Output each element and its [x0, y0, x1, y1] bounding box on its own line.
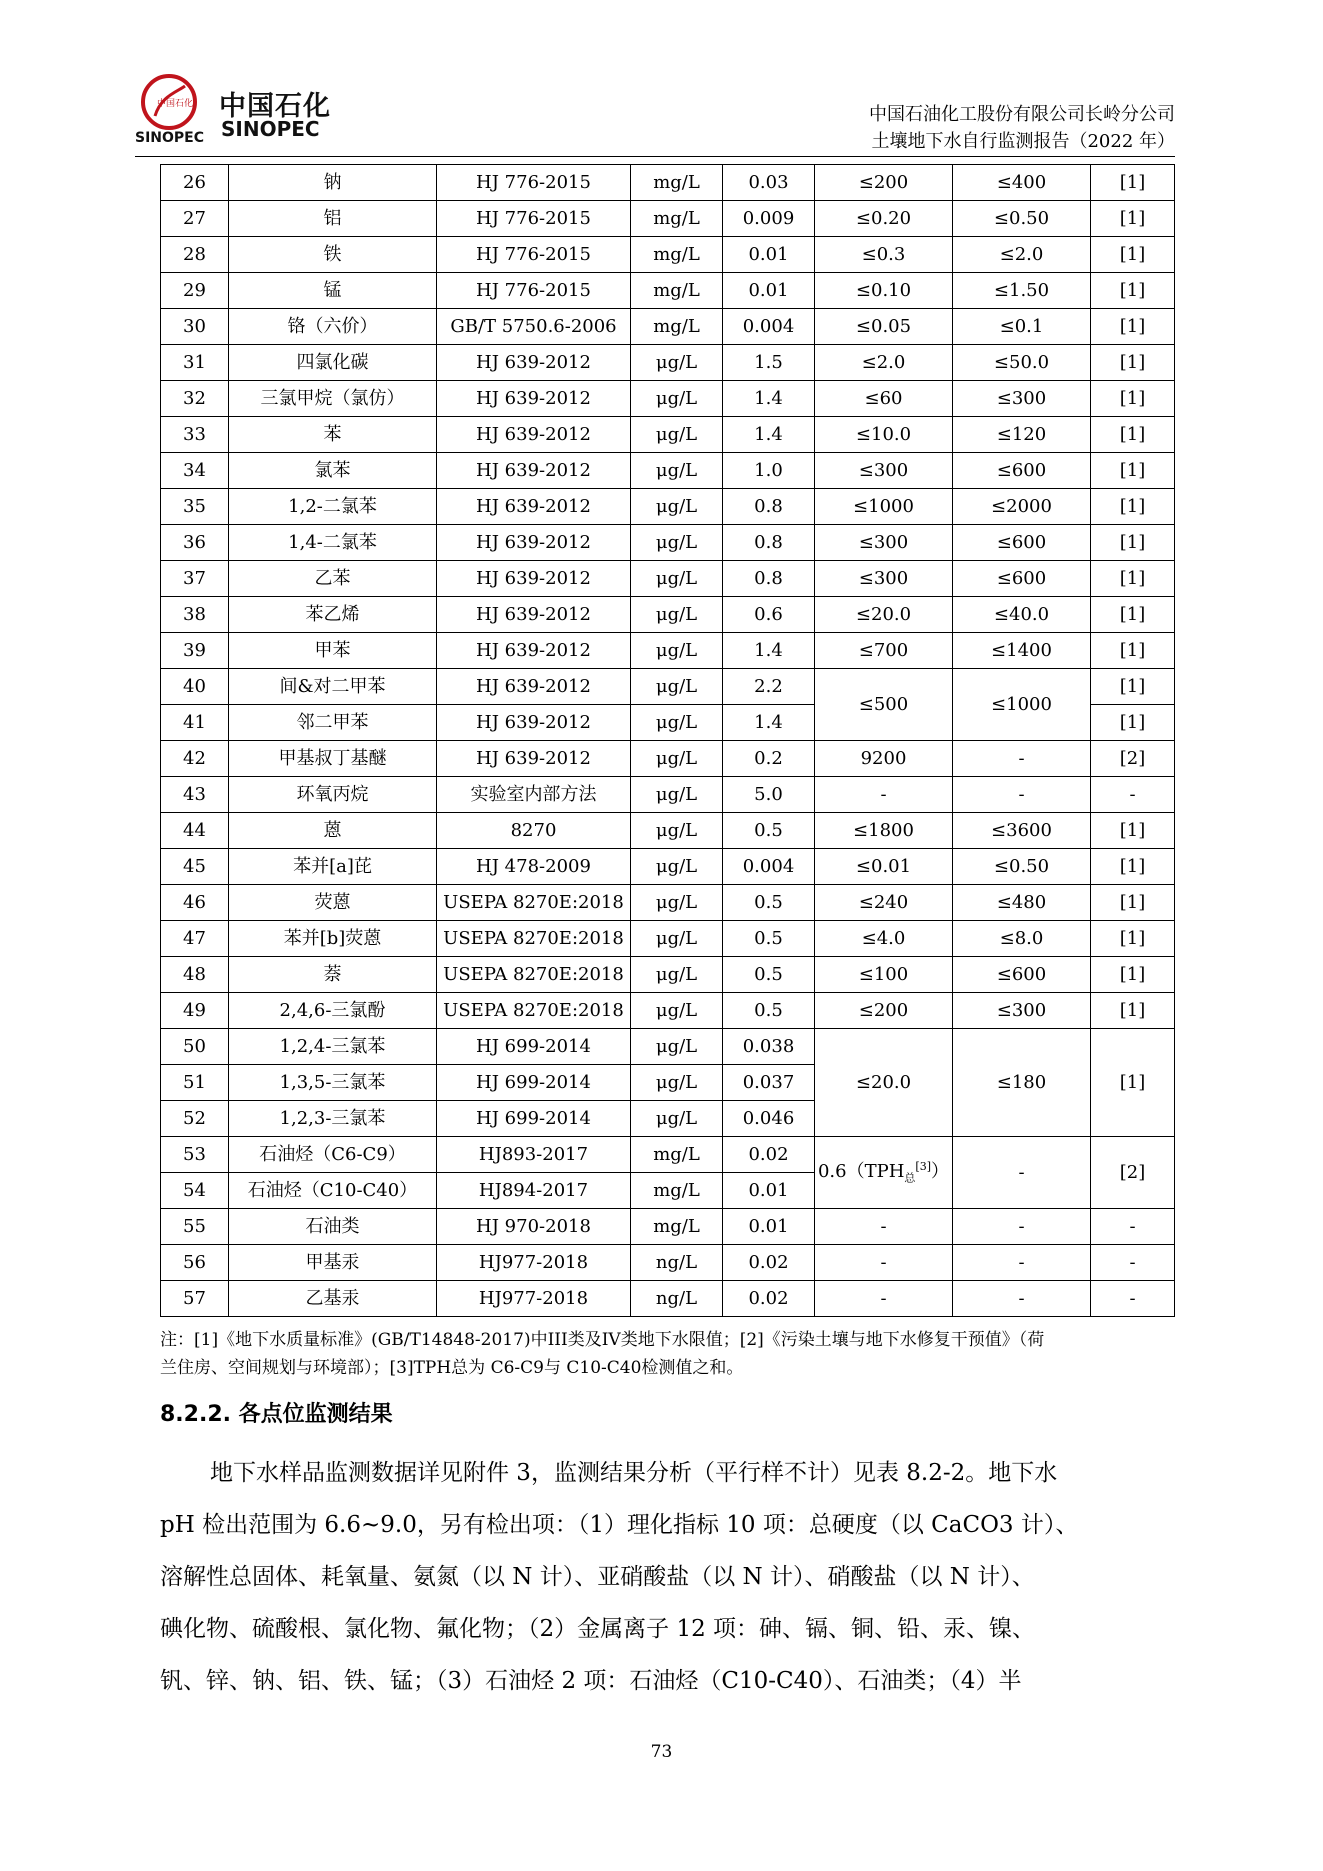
- table-cell: 31: [161, 345, 229, 381]
- table-row: [161, 345, 1175, 381]
- table-cell: μg/L: [631, 1065, 723, 1101]
- table-row: [161, 417, 1175, 453]
- body-paragraph: [160, 1447, 1176, 1707]
- table-cell: 锰: [229, 273, 437, 309]
- table-cell: ≤480: [953, 885, 1091, 921]
- table-row: [161, 273, 1175, 309]
- table-cell: μg/L: [631, 849, 723, 885]
- table-cell: HJ 639-2012: [437, 705, 631, 741]
- table-cell: 蒽: [229, 813, 437, 849]
- table-cell: 2,4,6-三氯酚: [229, 993, 437, 1029]
- table-cell: 38: [161, 597, 229, 633]
- merged-standard-cell: ≤1000: [953, 669, 1091, 741]
- table-cell: HJ 776-2015: [437, 237, 631, 273]
- table-cell: μg/L: [631, 381, 723, 417]
- table-cell: [1]: [1091, 921, 1175, 957]
- table-cell: -: [953, 1209, 1091, 1245]
- table-cell: 57: [161, 1281, 229, 1317]
- table-cell: 0.01: [723, 1209, 815, 1245]
- table-row: [161, 561, 1175, 597]
- table-row: [161, 849, 1175, 885]
- table-cell: 0.046: [723, 1101, 815, 1137]
- table-cell: 石油烃（C10-C40）: [229, 1173, 437, 1209]
- table-cell: [1]: [1091, 993, 1175, 1029]
- merged-standard-cell: -: [953, 1137, 1091, 1209]
- table-cell: ≤20.0: [815, 597, 953, 633]
- table-cell: -: [1091, 1281, 1175, 1317]
- table-cell: ≤200: [815, 165, 953, 201]
- table-cell: 四氯化碳: [229, 345, 437, 381]
- note-line: 兰住房、空间规划与环境部）；[3]TPH总为 C6-C9与 C10-C40检测值之和。: [160, 1358, 744, 1378]
- table-cell: 萘: [229, 957, 437, 993]
- table-cell: 苯并[a]芘: [229, 849, 437, 885]
- table-cell: μg/L: [631, 345, 723, 381]
- table-cell: ≤0.50: [953, 201, 1091, 237]
- table-cell: 39: [161, 633, 229, 669]
- table-cell: 26: [161, 165, 229, 201]
- table-cell: ≤600: [953, 453, 1091, 489]
- table-cell: 32: [161, 381, 229, 417]
- table-cell: 1.4: [723, 705, 815, 741]
- table-cell: USEPA 8270E:2018: [437, 993, 631, 1029]
- table-cell: 三氯甲烷（氯仿）: [229, 381, 437, 417]
- merged-tph-standard-cell: $0.6(TPH_总[3])$: [815, 1137, 953, 1209]
- table-cell: ≤60: [815, 381, 953, 417]
- table-cell: HJ 639-2012: [437, 633, 631, 669]
- table-cell: [1]: [1091, 597, 1175, 633]
- table-cell: [1]: [1091, 957, 1175, 993]
- svg-text:中国石化: 中国石化: [157, 99, 194, 109]
- table-cell: 52: [161, 1101, 229, 1137]
- table-row: [161, 1245, 1175, 1281]
- table-notes: [160, 1326, 1176, 1382]
- table-cell: [1]: [1091, 165, 1175, 201]
- table-cell: 0.037: [723, 1065, 815, 1101]
- table-cell: 1.4: [723, 417, 815, 453]
- table-cell: 2.2: [723, 669, 815, 705]
- table-cell: 氯苯: [229, 453, 437, 489]
- merged-standard-cell: ≤180: [953, 1029, 1091, 1137]
- table-cell: 48: [161, 957, 229, 993]
- sinopec-logo-icon: [135, 72, 225, 144]
- table-row: [161, 633, 1175, 669]
- table-cell: 1.5: [723, 345, 815, 381]
- table-cell: 乙基汞: [229, 1281, 437, 1317]
- body-line: 溶解性总固体、耗氧量、氨氮（以 N 计）、亚硝酸盐（以 N 计）、硝酸盐（以 N 计）、: [160, 1564, 1035, 1590]
- table-cell: μg/L: [631, 1029, 723, 1065]
- table-cell: ≤300: [953, 993, 1091, 1029]
- table-cell: -: [953, 1281, 1091, 1317]
- table-cell: [1]: [1091, 669, 1175, 705]
- table-cell: ≤1400: [953, 633, 1091, 669]
- table-cell: -: [1091, 1245, 1175, 1281]
- table-cell: ≤0.05: [815, 309, 953, 345]
- table-row: [161, 1029, 1175, 1065]
- table-cell: ≤8.0: [953, 921, 1091, 957]
- merged-standard-cell: ≤500: [815, 669, 953, 741]
- table-cell: -: [815, 1245, 953, 1281]
- table-cell: 33: [161, 417, 229, 453]
- table-cell: 35: [161, 489, 229, 525]
- table-row: [161, 813, 1175, 849]
- table-row: [161, 489, 1175, 525]
- table-cell: 苯: [229, 417, 437, 453]
- table-cell: [1]: [1091, 885, 1175, 921]
- table-cell: HJ977-2018: [437, 1245, 631, 1281]
- table-cell: 石油类: [229, 1209, 437, 1245]
- table-cell: 44: [161, 813, 229, 849]
- table-cell: [1]: [1091, 309, 1175, 345]
- table-cell: ≤10.0: [815, 417, 953, 453]
- table-cell: ≤1000: [815, 489, 953, 525]
- table-cell: ≤120: [953, 417, 1091, 453]
- body-line: 碘化物、硫酸根、氯化物、氟化物；（2）金属离子 12 项：砷、镉、铜、铅、汞、镍、: [160, 1616, 1036, 1642]
- table-cell: μg/L: [631, 417, 723, 453]
- table-cell: 1,2,3-三氯苯: [229, 1101, 437, 1137]
- table-row: [161, 993, 1175, 1029]
- table-cell: ≤300: [815, 561, 953, 597]
- table-cell: ≤0.3: [815, 237, 953, 273]
- table-cell: 51: [161, 1065, 229, 1101]
- table-cell: 29: [161, 273, 229, 309]
- table-cell: mg/L: [631, 1209, 723, 1245]
- table-cell: ≤0.50: [953, 849, 1091, 885]
- table-cell: [1]: [1091, 561, 1175, 597]
- table-cell: mg/L: [631, 237, 723, 273]
- table-cell: 47: [161, 921, 229, 957]
- table-cell: ng/L: [631, 1245, 723, 1281]
- table-cell: HJ 639-2012: [437, 525, 631, 561]
- merged-standard-cell: ≤20.0: [815, 1029, 953, 1137]
- table-cell: HJ 699-2014: [437, 1029, 631, 1065]
- table-row: [161, 165, 1175, 201]
- table-cell: 甲苯: [229, 633, 437, 669]
- table-cell: 0.6: [723, 597, 815, 633]
- body-line: pH 检出范围为 6.6~9.0，另有检出项：（1）理化指标 10 项：总硬度（以 CaCO3 计）、: [160, 1512, 1079, 1538]
- table-cell: [1]: [1091, 201, 1175, 237]
- table-cell: μg/L: [631, 669, 723, 705]
- table-cell: [1]: [1091, 237, 1175, 273]
- merged-ref-cell: [1]: [1091, 1029, 1175, 1137]
- table-cell: 铬（六价）: [229, 309, 437, 345]
- body-line: 钒、锌、钠、铝、铁、锰；（3）石油烃 2 项：石油烃（C10-C40）、石油类；（4）半: [160, 1668, 1022, 1694]
- table-cell: 1.4: [723, 381, 815, 417]
- table-cell: 42: [161, 741, 229, 777]
- table-cell: ≤300: [953, 381, 1091, 417]
- table-row: [161, 1209, 1175, 1245]
- table-cell: μg/L: [631, 561, 723, 597]
- table-cell: HJ 639-2012: [437, 741, 631, 777]
- table-cell: mg/L: [631, 309, 723, 345]
- table-cell: ≤400: [953, 165, 1091, 201]
- table-cell: 0.5: [723, 993, 815, 1029]
- table-cell: -: [953, 777, 1091, 813]
- table-cell: HJ 639-2012: [437, 561, 631, 597]
- table-cell: μg/L: [631, 705, 723, 741]
- table-cell: 荧蒽: [229, 885, 437, 921]
- table-cell: ≤2.0: [815, 345, 953, 381]
- table-cell: HJ 639-2012: [437, 381, 631, 417]
- table-cell: ≤240: [815, 885, 953, 921]
- table-cell: USEPA 8270E:2018: [437, 957, 631, 993]
- table-cell: 28: [161, 237, 229, 273]
- table-row: [161, 669, 1175, 705]
- table-cell: ≤4.0: [815, 921, 953, 957]
- header-divider: [135, 156, 1175, 157]
- table-cell: 55: [161, 1209, 229, 1245]
- table-cell: μg/L: [631, 993, 723, 1029]
- table-cell: 苯乙烯: [229, 597, 437, 633]
- table-row: [161, 381, 1175, 417]
- table-cell: ≤600: [953, 957, 1091, 993]
- table-cell: [1]: [1091, 489, 1175, 525]
- table-cell: ≤300: [815, 525, 953, 561]
- table-cell: 苯并[b]荧蒽: [229, 921, 437, 957]
- table-cell: [1]: [1091, 813, 1175, 849]
- table-row: [161, 597, 1175, 633]
- table-cell: 0.03: [723, 165, 815, 201]
- table-cell: -: [1091, 777, 1175, 813]
- table-cell: 1.4: [723, 633, 815, 669]
- table-cell: mg/L: [631, 1137, 723, 1173]
- table-cell: ≤100: [815, 957, 953, 993]
- table-cell: -: [815, 1281, 953, 1317]
- table-cell: [1]: [1091, 453, 1175, 489]
- table-cell: HJ893-2017: [437, 1137, 631, 1173]
- table-cell: USEPA 8270E:2018: [437, 885, 631, 921]
- table-row: [161, 525, 1175, 561]
- table-cell: [2]: [1091, 741, 1175, 777]
- table-cell: 0.02: [723, 1137, 815, 1173]
- table-cell: 5.0: [723, 777, 815, 813]
- table-cell: GB/T 5750.6-2006: [437, 309, 631, 345]
- table-cell: 乙苯: [229, 561, 437, 597]
- table-cell: mg/L: [631, 201, 723, 237]
- table-cell: HJ 639-2012: [437, 345, 631, 381]
- table-cell: 0.2: [723, 741, 815, 777]
- table-cell: 铝: [229, 201, 437, 237]
- table-cell: 0.004: [723, 849, 815, 885]
- table-cell: 0.01: [723, 237, 815, 273]
- table-cell: ≤2000: [953, 489, 1091, 525]
- body-line: 地下水样品监测数据详见附件 3，监测结果分析（平行样不计）见表 8.2-2。地下水: [210, 1460, 1058, 1486]
- table-cell: 1,4-二氯苯: [229, 525, 437, 561]
- table-cell: 邻二甲苯: [229, 705, 437, 741]
- table-row: [161, 309, 1175, 345]
- table-cell: 0.02: [723, 1281, 815, 1317]
- table-cell: -: [815, 1209, 953, 1245]
- table-cell: 铁: [229, 237, 437, 273]
- table-cell: 50: [161, 1029, 229, 1065]
- table-cell: 间&对二甲苯: [229, 669, 437, 705]
- table-cell: 49: [161, 993, 229, 1029]
- table-cell: 环氧丙烷: [229, 777, 437, 813]
- table-row: [161, 1137, 1175, 1173]
- table-cell: 0.8: [723, 489, 815, 525]
- table-cell: -: [953, 741, 1091, 777]
- table-cell: μg/L: [631, 741, 723, 777]
- table-row: [161, 957, 1175, 993]
- page-header: [135, 72, 1175, 164]
- table-row: [161, 777, 1175, 813]
- table-cell: ≤3600: [953, 813, 1091, 849]
- table-cell: [1]: [1091, 705, 1175, 741]
- table-cell: -: [953, 1245, 1091, 1281]
- table-cell: ≤300: [815, 453, 953, 489]
- table-cell: 0.01: [723, 1173, 815, 1209]
- table-row: [161, 885, 1175, 921]
- table-cell: 0.8: [723, 525, 815, 561]
- table-cell: mg/L: [631, 165, 723, 201]
- table-cell: [1]: [1091, 345, 1175, 381]
- table-cell: 45: [161, 849, 229, 885]
- table-cell: 27: [161, 201, 229, 237]
- table-cell: μg/L: [631, 1101, 723, 1137]
- table-cell: 43: [161, 777, 229, 813]
- table-cell: 0.038: [723, 1029, 815, 1065]
- table-cell: μg/L: [631, 813, 723, 849]
- table-row: [161, 237, 1175, 273]
- table-cell: μg/L: [631, 921, 723, 957]
- table-cell: 0.004: [723, 309, 815, 345]
- table-cell: 30: [161, 309, 229, 345]
- table-cell: -: [815, 777, 953, 813]
- table-cell: ≤0.20: [815, 201, 953, 237]
- table-cell: HJ 699-2014: [437, 1101, 631, 1137]
- table-cell: ng/L: [631, 1281, 723, 1317]
- table-cell: μg/L: [631, 525, 723, 561]
- table-cell: 53: [161, 1137, 229, 1173]
- table-row: [161, 741, 1175, 777]
- table-cell: ≤600: [953, 525, 1091, 561]
- table-row: [161, 201, 1175, 237]
- table-cell: 0.8: [723, 561, 815, 597]
- table-cell: ≤0.01: [815, 849, 953, 885]
- table-cell: ≤1.50: [953, 273, 1091, 309]
- table-cell: HJ 699-2014: [437, 1065, 631, 1101]
- table-cell: 0.5: [723, 813, 815, 849]
- table-cell: HJ 776-2015: [437, 165, 631, 201]
- table-cell: 0.009: [723, 201, 815, 237]
- table-cell: HJ 970-2018: [437, 1209, 631, 1245]
- table-cell: USEPA 8270E:2018: [437, 921, 631, 957]
- table-cell: 石油烃（C6-C9）: [229, 1137, 437, 1173]
- standards-table: [160, 164, 1175, 1317]
- table-cell: 54: [161, 1173, 229, 1209]
- table-cell: [1]: [1091, 633, 1175, 669]
- table-cell: [1]: [1091, 381, 1175, 417]
- table-cell: 0.02: [723, 1245, 815, 1281]
- merged-ref-cell: [2]: [1091, 1137, 1175, 1209]
- table-cell: 1,2-二氯苯: [229, 489, 437, 525]
- table-cell: μg/L: [631, 633, 723, 669]
- table-cell: [1]: [1091, 273, 1175, 309]
- table-cell: mg/L: [631, 273, 723, 309]
- note-line: 注：[1]《地下水质量标准》(GB/T14848-2017)中III类及IV类地下水限值；[2]《污染土壤与地下水修复干预值》（荷: [160, 1330, 1045, 1350]
- table-cell: 56: [161, 1245, 229, 1281]
- table-cell: ≤200: [815, 993, 953, 1029]
- table-cell: [1]: [1091, 849, 1175, 885]
- table-row: [161, 1281, 1175, 1317]
- company-name: 中国石油化工股份有限公司长岭分公司: [869, 104, 1175, 125]
- table-cell: 1.0: [723, 453, 815, 489]
- table-cell: ≤0.1: [953, 309, 1091, 345]
- page-number: 73: [650, 1742, 673, 1762]
- table-cell: 钠: [229, 165, 437, 201]
- table-cell: HJ 639-2012: [437, 669, 631, 705]
- table-cell: mg/L: [631, 1173, 723, 1209]
- table-cell: 甲基汞: [229, 1245, 437, 1281]
- table-cell: HJ 639-2012: [437, 453, 631, 489]
- table-cell: 34: [161, 453, 229, 489]
- table-cell: ≤1800: [815, 813, 953, 849]
- table-cell: ≤0.10: [815, 273, 953, 309]
- table-row: [161, 453, 1175, 489]
- section-heading: 8.2.2. 各点位监测结果: [160, 1402, 393, 1427]
- report-title: 土壤地下水自行监测报告（2022 年）: [871, 131, 1175, 152]
- table-cell: μg/L: [631, 453, 723, 489]
- table-cell: HJ977-2018: [437, 1281, 631, 1317]
- logo-english-name: SINOPEC: [221, 117, 320, 141]
- table-cell: -: [1091, 1209, 1175, 1245]
- table-cell: 1,2,4-三氯苯: [229, 1029, 437, 1065]
- table-cell: HJ 639-2012: [437, 597, 631, 633]
- table-cell: HJ 478-2009: [437, 849, 631, 885]
- table-cell: ≤2.0: [953, 237, 1091, 273]
- table-cell: ≤700: [815, 633, 953, 669]
- table-cell: HJ 639-2012: [437, 417, 631, 453]
- table-cell: HJ 639-2012: [437, 489, 631, 525]
- table-cell: μg/L: [631, 777, 723, 813]
- table-cell: ≤40.0: [953, 597, 1091, 633]
- table-cell: μg/L: [631, 597, 723, 633]
- table-cell: 46: [161, 885, 229, 921]
- table-cell: ≤600: [953, 561, 1091, 597]
- table-cell: 8270: [437, 813, 631, 849]
- table-cell: ≤50.0: [953, 345, 1091, 381]
- table-cell: 37: [161, 561, 229, 597]
- table-cell: 36: [161, 525, 229, 561]
- table-cell: 0.5: [723, 885, 815, 921]
- logo-chinese-name: 中国石化: [219, 91, 331, 122]
- table-cell: 1,3,5-三氯苯: [229, 1065, 437, 1101]
- table-cell: 40: [161, 669, 229, 705]
- table-cell: μg/L: [631, 489, 723, 525]
- table-cell: μg/L: [631, 957, 723, 993]
- svg-text:SINOPEC: SINOPEC: [135, 130, 205, 144]
- table-cell: μg/L: [631, 885, 723, 921]
- table-cell: 0.5: [723, 921, 815, 957]
- table-cell: HJ 776-2015: [437, 273, 631, 309]
- table-cell: 0.01: [723, 273, 815, 309]
- table-cell: HJ 776-2015: [437, 201, 631, 237]
- table-cell: [1]: [1091, 417, 1175, 453]
- table-cell: HJ894-2017: [437, 1173, 631, 1209]
- table-cell: 9200: [815, 741, 953, 777]
- table-row: [161, 921, 1175, 957]
- table-cell: 41: [161, 705, 229, 741]
- table-cell: 甲基叔丁基醚: [229, 741, 437, 777]
- table-cell: 0.5: [723, 957, 815, 993]
- table-cell: 实验室内部方法: [437, 777, 631, 813]
- table-cell: [1]: [1091, 525, 1175, 561]
